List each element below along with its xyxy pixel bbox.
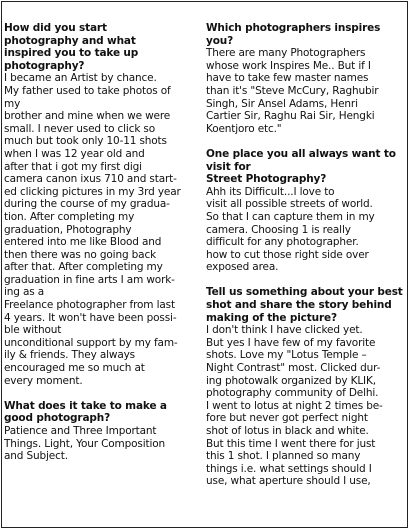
question-line: What does it take to make a <box>4 399 167 412</box>
answer-line: during the course of my gradua- <box>4 198 170 211</box>
answer-line: visit all possible streets of world. <box>206 198 373 211</box>
answer-line: Patience and Three Important <box>4 425 157 437</box>
question-line: Which photographers inspires <box>206 22 381 34</box>
answer-line: my <box>4 97 21 110</box>
answer-line: difficult for any photographer. <box>206 236 359 249</box>
question-line: you? <box>206 34 234 47</box>
answer-line: this 1 shot. I planned so many <box>206 450 361 463</box>
answer-line: brother and mine when we were <box>4 110 171 123</box>
answer-line: than it's "Steve McCury, Raghubir <box>206 84 379 97</box>
paragraph-gap <box>206 274 403 287</box>
answer-line: and Subject. <box>4 450 68 463</box>
answer-line: how to cut those right side over <box>206 248 369 261</box>
answer-line: shot of lotus in black and white. <box>206 425 369 437</box>
magazine-page <box>1 1 408 528</box>
answer-line: I became an Artist by chance. <box>4 72 157 85</box>
answer-line: things i.e. what settings should I <box>206 462 372 475</box>
answer-line: photography community of Delhi. <box>206 387 379 400</box>
question-line: photography and what <box>4 34 136 47</box>
question-line: One place you all always want to <box>206 147 396 160</box>
answer-line: There are many Photographers <box>206 47 366 60</box>
question-line: inspired you to take up <box>4 47 139 60</box>
answer-line: Koentjoro etc." <box>206 122 282 135</box>
answer-line: after that i got my first digi <box>4 160 142 173</box>
answer-line: I went to lotus at night 2 times be- <box>206 399 383 412</box>
answer-line: ing photowalk organized by KLIK, <box>206 374 376 387</box>
question-line: shot and share the story behind <box>206 299 392 312</box>
question-line: Tell us something about your best <box>206 286 403 299</box>
question-line: Street Photography? <box>206 173 327 186</box>
answer-line: graduation in fine arts I am work- <box>4 273 175 286</box>
answer-line: tion. After completing my <box>4 210 135 223</box>
question-line: making of the picture? <box>206 311 337 324</box>
paragraph-gap <box>4 387 199 400</box>
answer-line: graduation, Photography <box>4 223 132 236</box>
answer-line: after that. After completing my <box>4 261 163 274</box>
answer-line: Freelance photographer from last <box>4 299 175 312</box>
answer-line: shots. Love my "Lotus Temple – <box>206 349 367 362</box>
answer-line: ed clicking pictures in my 3rd year <box>4 185 181 198</box>
answer-line: Ahh its Difficult...I love to <box>206 185 335 198</box>
answer-line: Cartier Sir, Raghu Rai Sir, Hengki <box>206 110 375 123</box>
answer-line: entered into me like Blood and <box>4 236 162 249</box>
answer-line: then there was no going back <box>4 248 157 261</box>
answer-line: exposed area. <box>206 261 279 274</box>
answer-line: fore but never got perfect night <box>206 412 368 425</box>
question-line: good photograph? <box>4 412 111 425</box>
answer-line: ble without <box>4 324 62 337</box>
answer-line: My father used to take photos of <box>4 84 171 97</box>
answer-line: small. I never used to click so <box>4 122 156 135</box>
answer-line: every moment. <box>4 374 83 387</box>
answer-line: 4 years. It won't have been possi- <box>4 311 177 324</box>
answer-line: whose work Inspires Me.. But if I <box>206 59 371 72</box>
answer-line: But yes I have few of my favorite <box>206 336 376 349</box>
answer-line: much but took only 10-11 shots <box>4 135 167 148</box>
question-line: How did you start <box>4 22 107 34</box>
answer-line: use, what aperture should I use, <box>206 475 371 488</box>
answer-line: I don't think I have clicked yet. <box>206 324 363 337</box>
answer-line: camera canon ixus 710 and start- <box>4 173 177 186</box>
answer-line: Things. Light, Your Composition <box>4 437 166 450</box>
answer-line: when I was 12 year old and <box>4 147 145 160</box>
answer-line: ily & friends. They always <box>4 349 136 362</box>
answer-line: have to take few master names <box>206 72 369 85</box>
paragraph-gap <box>206 135 403 148</box>
question-line: photography? <box>4 59 85 72</box>
answer-line: camera. Choosing 1 is really <box>206 223 351 236</box>
answer-line: Night Contrast" most. Clicked dur- <box>206 362 381 375</box>
answer-line: encouraged me so much at <box>4 362 145 375</box>
answer-line: unconditional support by my fam- <box>4 336 178 349</box>
left-column <box>4 22 199 463</box>
answer-line: Singh, Sir Ansel Adams, Henri <box>206 97 358 110</box>
answer-line: So that I can capture them in my <box>206 210 375 223</box>
right-column <box>206 22 403 488</box>
answer-line: But this time I went there for just <box>206 437 376 450</box>
answer-line: ing as a <box>4 286 45 299</box>
question-line: visit for <box>206 160 251 173</box>
